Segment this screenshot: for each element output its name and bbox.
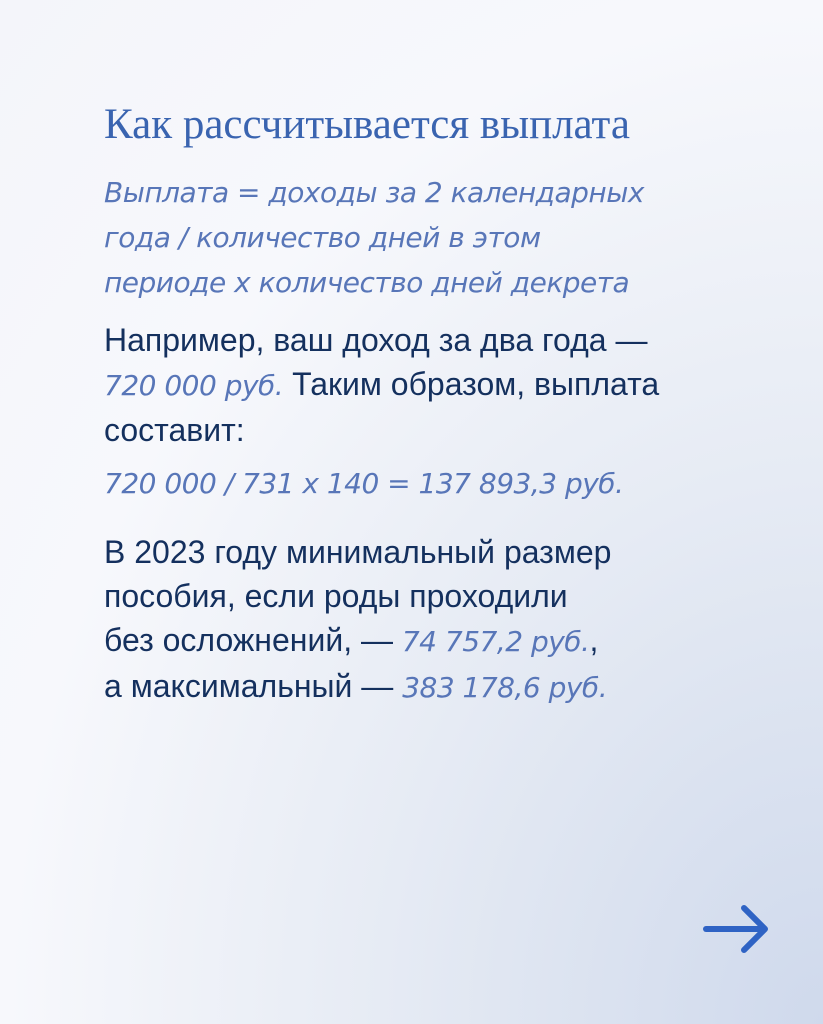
- benefit-line-suffix: ,: [589, 622, 599, 658]
- benefit-line: пособия, если роды проходили: [104, 578, 568, 614]
- max-benefit-amount: 383 178,6 руб.: [402, 671, 608, 704]
- example-line-rest: Таким образом, выплата: [283, 366, 660, 402]
- slide-title: Как рассчитывается выплата: [104, 101, 630, 148]
- formula-line: года / количество дней в этом: [104, 221, 541, 254]
- example-line: [104, 362, 744, 408]
- example-line: составит:: [104, 412, 245, 448]
- formula-line: Выплата = доходы за 2 календарных: [104, 176, 644, 209]
- benefit-paragraph: [104, 530, 744, 710]
- income-amount: 720 000 руб.: [104, 369, 284, 402]
- formula-line: периоде х количество дней декрета: [104, 266, 630, 299]
- arrow-right-icon: [702, 902, 772, 956]
- min-benefit-amount: 74 757,2 руб.: [401, 625, 590, 658]
- next-slide-button[interactable]: [702, 902, 772, 956]
- benefit-line-prefix: без осложнений, —: [104, 622, 402, 658]
- example-paragraph: [104, 318, 744, 452]
- formula-text: [104, 170, 744, 305]
- example-line: Например, ваш доход за два года —: [104, 322, 648, 358]
- benefit-line: [104, 618, 744, 664]
- benefit-line: В 2023 году минимальный размер: [104, 534, 612, 570]
- benefit-line-prefix: а максимальный —: [104, 668, 403, 704]
- calculation-result: 720 000 / 731 х 140 = 137 893,3 руб.: [104, 467, 624, 500]
- benefit-line: [104, 664, 744, 710]
